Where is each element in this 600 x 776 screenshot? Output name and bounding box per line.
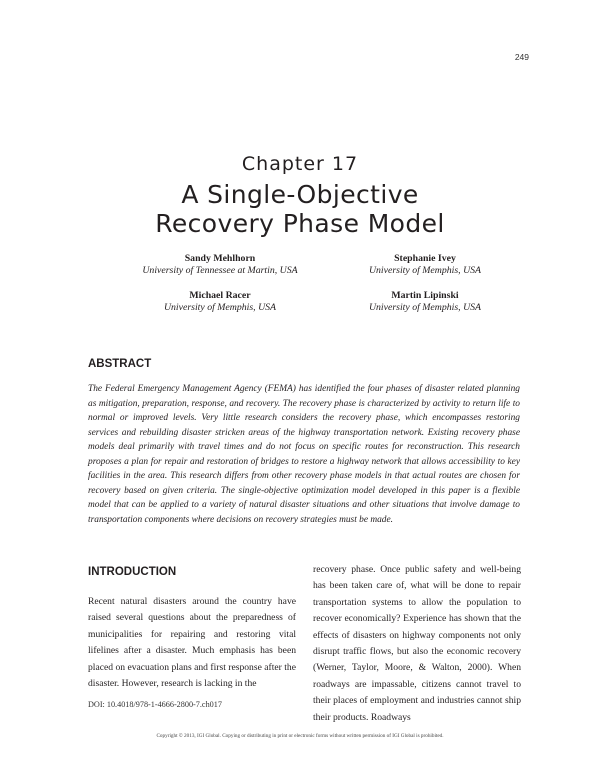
doi-line: DOI: 10.4018/978-1-4666-2800-7.ch017 (88, 700, 222, 709)
author-affiliation: University of Tennessee at Martin, USA (142, 265, 298, 276)
title-line-2: Recovery Phase Model (155, 209, 445, 238)
author-affiliation: University of Memphis, USA (163, 302, 277, 313)
author-block-2 (295, 253, 555, 277)
author-name: Stephanie Ivey (394, 253, 456, 264)
chapter-label: Chapter 17 (241, 153, 359, 175)
author-affiliation: University of Memphis, USA (368, 302, 482, 313)
copyright-notice: Copyright © 2013, IGI Global. Copying or distributing in print or electronic forms without written permission of IGI Global is prohibited. (156, 733, 444, 739)
author-name: Sandy Mehlhorn (184, 253, 256, 264)
abstract-text: The Federal Emergency Management Agency (FEMA) has identified the four phases of disaster related planning as mitigation, preparation, response, and recovery. The recovery phase is characterized by activity to return life to normal or improved levels. Very little research considers the recovery phase, which encompasses restoring services and rebuilding disaster stricken areas of the highway transportation network. Existing recovery phase models deal primarily with travel times and do not focus on specific routes for reconstruction. This research proposes a plan for repair and restoration of bridges to restore a highway network that allows accessibility to key facilities in the area. This research differs from other recovery phase models in that actual routes are chosen for recovery based on given criteria. The single-objective optimization model developed in this paper is a flexible model that can be applied to a variety of natural disaster situations and other situations that involve damage to transportation components where decisions on recovery strategies must be made. (88, 384, 520, 525)
author-block-4 (295, 290, 555, 314)
author-name: Martin Lipinski (391, 290, 459, 301)
author-name: Michael Racer (189, 290, 251, 301)
intro-right-column: recovery phase. Once public safety and well-being has been taken care of, what will be done to repair transportation systems to allow the population to recover economically? Experience has shown that the effects of disasters on highway components not only disrupt traffic flows, but also the economic recovery (Werner, Taylor, Moore, & Walton, 2000). When roadways are impassable, citizens cannot travel to their places of employment and industries cannot ship their products. Roadways (313, 564, 521, 723)
chapter-title (0, 180, 600, 238)
title-line-1: A Single-Objective (181, 180, 419, 209)
author-affiliation: University of Memphis, USA (368, 265, 482, 276)
abstract-heading: ABSTRACT (88, 358, 152, 370)
page-number: 249 (514, 52, 529, 62)
introduction-heading: INTRODUCTION (88, 566, 177, 578)
intro-left-column: Recent natural disasters around the country have raised several questions about the preparedness of municipalities for repairing and restoring vital lifelines after a disaster. Much emphasis has been placed on evacuation plans and first response after the disaster. However, research is lacking in the (88, 596, 296, 690)
